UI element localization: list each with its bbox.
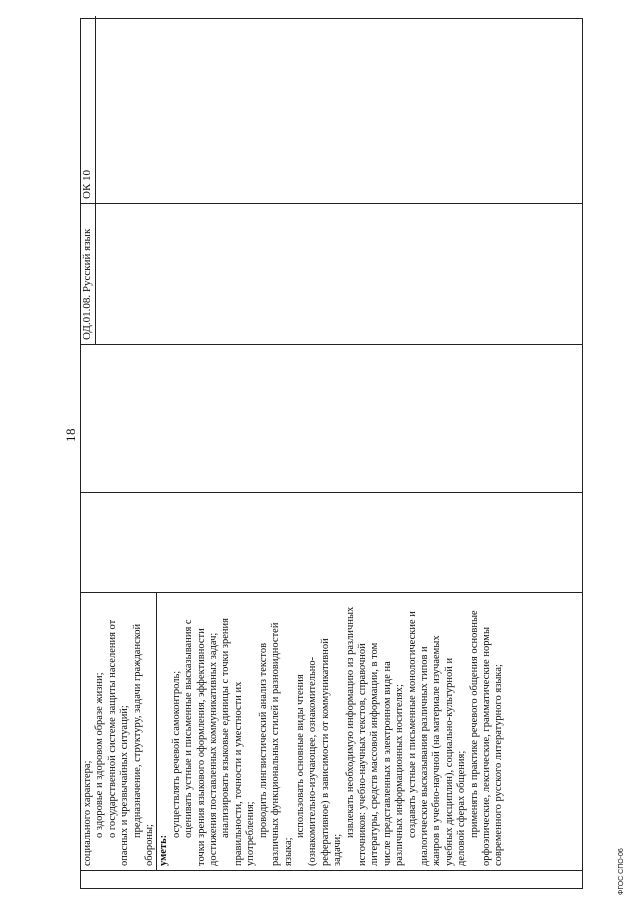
discipline-label: ОД.01.08. Русский язык [81, 200, 96, 344]
skills-header: уметь: [158, 834, 170, 866]
knowledge-cell [81, 593, 157, 871]
text-line: современного русского литературного языка; [493, 664, 505, 866]
text-line: орфоэпические, лексические, грамматические нормы [481, 627, 492, 866]
text-line: различных функциональных стилей и разновидностей [270, 622, 282, 866]
text-line: реферативное) в зависимости от коммуникативной [319, 638, 331, 866]
text-line: числе представленных в электронном виде на [381, 661, 393, 866]
text-line: о государственной системе защиты населения от [106, 619, 118, 838]
standards-table [80, 18, 583, 889]
page-number: 18 [63, 428, 78, 442]
text-line: о здоровье и здоровом образе жизни; [94, 672, 106, 838]
text-line: правильности, точности и уместности их [232, 681, 244, 866]
competence-label: ОК 10 [81, 16, 96, 203]
blank-index-cell [81, 871, 583, 889]
text-line: анализировать языковые единицы с точки зрения [220, 617, 232, 838]
text-line: извлекать необходимую информацию из различных [344, 606, 356, 838]
text-line: создавать устные и письменные монологические и [406, 611, 418, 838]
text-line: жанров в учебно-научной (на материале изучаемых [431, 635, 443, 866]
text-line: достижения поставленных коммуникативных задач; [208, 632, 220, 866]
footer-code: ФГОС СПО-06 [618, 848, 625, 895]
text-line: источников: учебно-научных текстов, справочной [356, 643, 368, 866]
text-line: предназначение, структуру, задачи гражданской [131, 623, 143, 838]
text-line: социального характера; [82, 760, 93, 866]
text-line: (ознакомительно-изучающее, ознакомительно- [307, 656, 319, 866]
text-line: оценивать устные и письменные высказывания с [183, 619, 195, 838]
text-line: опасных и чрезвычайных ситуаций; [119, 705, 131, 866]
blank-cell [81, 19, 583, 204]
blank-cell [81, 493, 583, 593]
skills-cell [157, 593, 583, 871]
text-line: задачи; [332, 833, 344, 866]
blank-cell [81, 345, 583, 493]
text-line: обороны; [144, 824, 156, 866]
text-line: применять в практике речевого общения основные [468, 610, 480, 838]
text-line: языка; [282, 837, 294, 866]
text-line: употребления; [245, 801, 257, 866]
text-line: различных информационных носителях; [394, 684, 406, 866]
text-line: осуществлять речевой самоконтроль; [170, 670, 182, 838]
text-line: использовать основные виды чтения [294, 674, 306, 838]
text-line: точки зрения языкового оформления, эффективности [195, 628, 207, 866]
text-line: деловой сферах общения; [456, 750, 468, 866]
text-line: диалогические высказывания различных типов и [418, 646, 430, 866]
blank-cell [81, 204, 583, 345]
text-line: литературы, средств массовой информации, в том [369, 642, 381, 866]
text-line: проводить лингвистический анализ текстов [257, 642, 269, 838]
text-line: учебных дисциплин), социально-культурной и [443, 657, 455, 866]
